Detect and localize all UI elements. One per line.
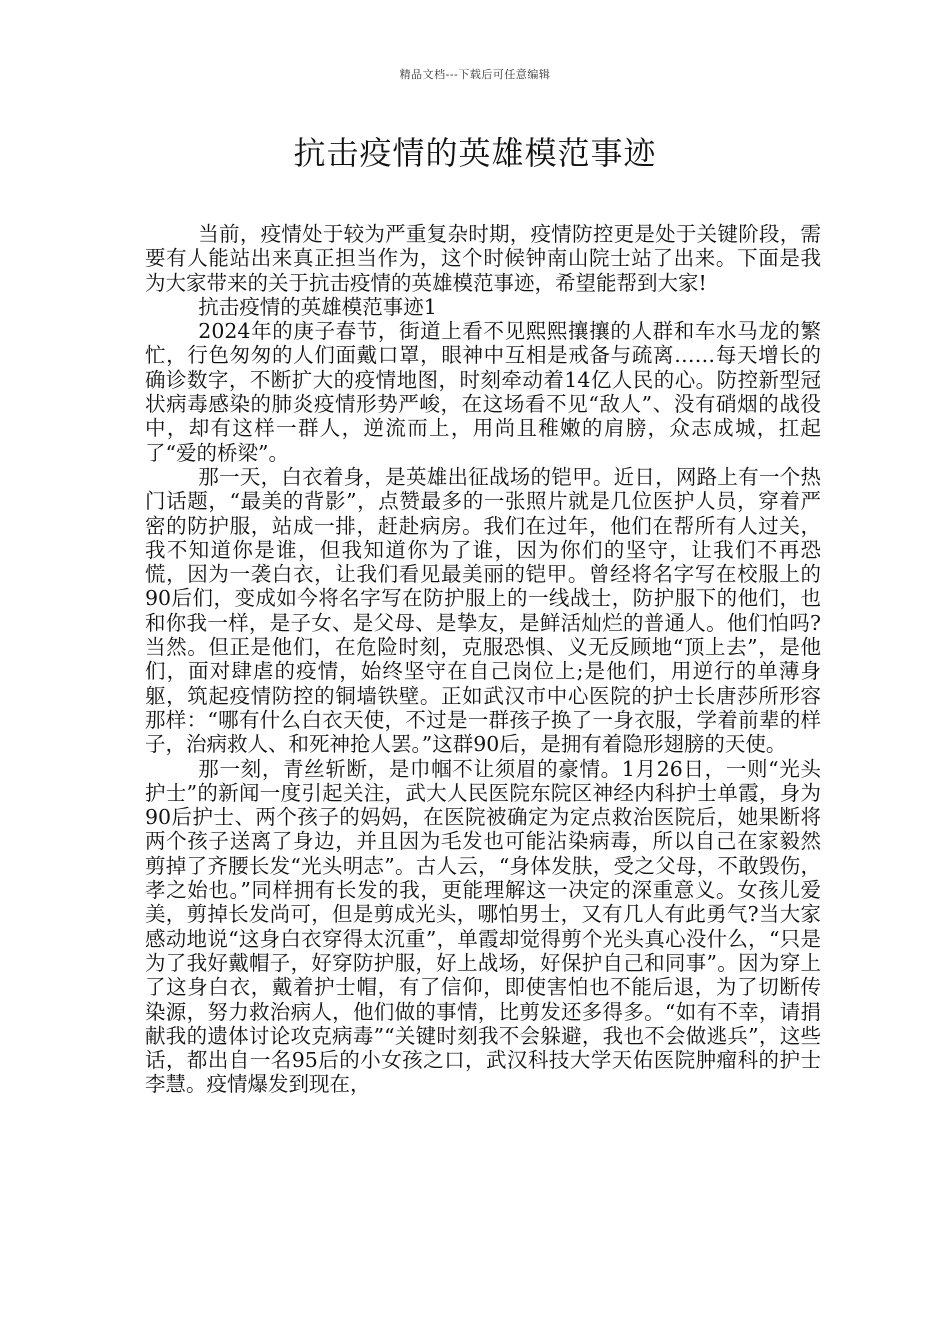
- intro-paragraph: 当前，疫情处于较为严重复杂时期，疫情防控更是处于关键阶段，需要有人能站出来真正担当作为，这个时候钟南山院士站了出来。下面是我为大家带来的关于抗击疫情的英雄模范事迹，希望能帮到大家!: [145, 222, 821, 295]
- section-heading: 抗击疫情的英雄模范事迹1: [198, 294, 437, 319]
- document-title: 抗击疫情的英雄模范事迹: [293, 134, 657, 172]
- header-note: 精品文档---下载后可任意编辑: [399, 68, 551, 81]
- body-paragraph: 2024年的庚子春节，街道上看不见熙熙攘攘的人群和车水马龙的繁忙，行色匆匆的人们面戴口罩，眼神中互相是戒备与疏离……每天增长的确诊数字，不断扩大的疫情地图，时刻牵动着14亿人民的心。防控新型冠状病毒感染的肺炎疫情形势严峻，在这场看不见“敌人”、没有硝烟的战役中，却有这样一群人，逆流而上，用尚且稚嫩的肩膀，众志成城，扛起了“爱的桥梁”。: [145, 319, 821, 465]
- body-paragraph: 那一天，白衣着身，是英雄出征战场的铠甲。近日，网路上有一个热门话题，“最美的背影”，点赞最多的一张照片就是几位医护人员，穿着严密的防护服，站成一排，赶赴病房。我们在过年，他们在帮所有人过关，我不知道你是谁，但我知道你为了谁，因为你们的坚守，让我们不再恐慌，因为一袭白衣，让我们看见最美丽的铠甲。曾经将名字写在校服上的90后们，变成如今将名字写在防护服上的一线战士，防护服下的他们，也和你我一样，是子女、是父母、是挚友，是鲜活灿烂的普通人。他们怕吗?当然。但正是他们，在危险时刻，克服恐惧、义无反顾地“顶上去”，是他们，面对肆虐的疫情，始终坚守在自己岗位上;是他们，用逆行的单薄身躯，筑起疫情防控的铜墙铁壁。正如武汉市中心医院的护士长唐莎所形容那样：“哪有什么白衣天使，不过是一群孩子换了一身衣服，学着前辈的样子，治病救人、和死神抢人罢。”这群90后，是拥有着隐形翅膀的天使。: [145, 464, 821, 757]
- document-body: [145, 222, 821, 1097]
- body-paragraph: 那一刻，青丝斩断，是巾帼不让须眉的豪情。1月26日，一则“光头护士”的新闻一度引起关注，武大人民医院东院区神经内科护士单霞，身为90后护士、两个孩子的妈妈，在医院被确定为定点救治医院后，她果断将两个孩子送离了身边，并且因为毛发也可能沾染病毒，所以自己在家毅然剪掉了齐腰长发“光头明志”。古人云，“身体发肤，受之父母，不敢毁伤，孝之始也。”同样拥有长发的我，更能理解这一决定的深重意义。女孩儿爱美，剪掉长发尚可，但是剪成光头，哪怕男士，又有几人有此勇气?当大家感动地说“这身白衣穿得太沉重”，单霞却觉得剪个光头真心没什么，“只是为了我好戴帽子，好穿防护服，好上战场，好保护自己和同事”。因为穿上了这身白衣，戴着护士帽，有了信仰，即使害怕也不能后退，为了切断传染源，努力救治病人，他们做的事情，比剪发还多得多。“如有不幸，请捐献我的遗体讨论攻克病毒”“关键时刻我不会躲避，我也不会做逃兵”，这些话，都出自一名95后的小女孩之口，武汉科技大学天佑医院肿瘤科的护士李慧。疫情爆发到现在，: [145, 756, 821, 1097]
